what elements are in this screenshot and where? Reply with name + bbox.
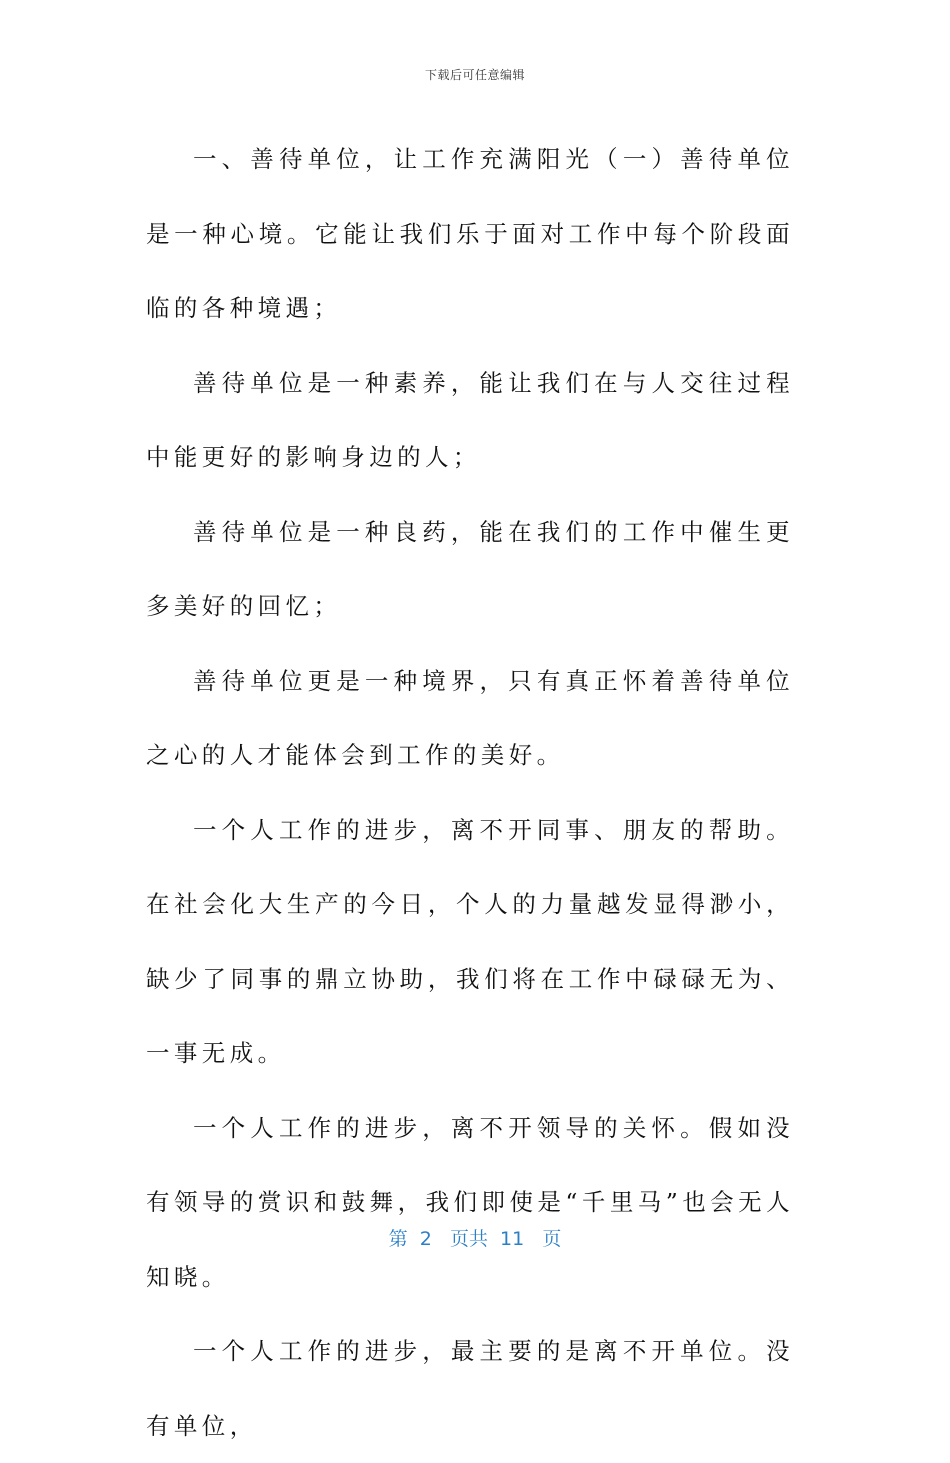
footer-suffix: 页: [542, 1228, 562, 1250]
footer-middle: 页共: [449, 1228, 488, 1250]
paragraph: 一个人工作的进步，最主要的是离不开单位。没有单位，: [146, 1337, 794, 1440]
paragraph: 善待单位是一种良药，能在我们的工作中催生更多美好的回忆；: [146, 517, 794, 620]
page-header: 下载后可任意编辑: [424, 68, 525, 82]
paragraph: 善待单位是一种素养，能让我们在与人交往过程中能更好的影响身边的人；: [146, 368, 794, 471]
paragraph: 一个人工作的进步，离不开同事、朋友的帮助。在社会化大生产的今日，个人的力量越发显得渺小，缺少了同事的鼎立协助，我们将在工作中碌碌无为、一事无成。: [146, 815, 794, 1067]
paragraph: 一个人工作的进步，离不开领导的关怀。假如没有领导的赏识和鼓舞，我们即使是“千里马”也会无人知晓。: [146, 1113, 794, 1291]
document-body: [146, 122, 794, 1463]
current-page-number: 2: [419, 1228, 432, 1250]
footer-prefix: 第: [388, 1228, 408, 1250]
paragraph: 一、善待单位，让工作充满阳光（一）善待单位是一种心境。它能让我们乐于面对工作中每个阶段面临的各种境遇；: [146, 145, 794, 322]
page-footer: [0, 1224, 950, 1251]
total-pages-number: 11: [500, 1228, 525, 1250]
paragraph: 善待单位更是一种境界，只有真正怀着善待单位之心的人才能体会到工作的美好。: [146, 666, 794, 769]
